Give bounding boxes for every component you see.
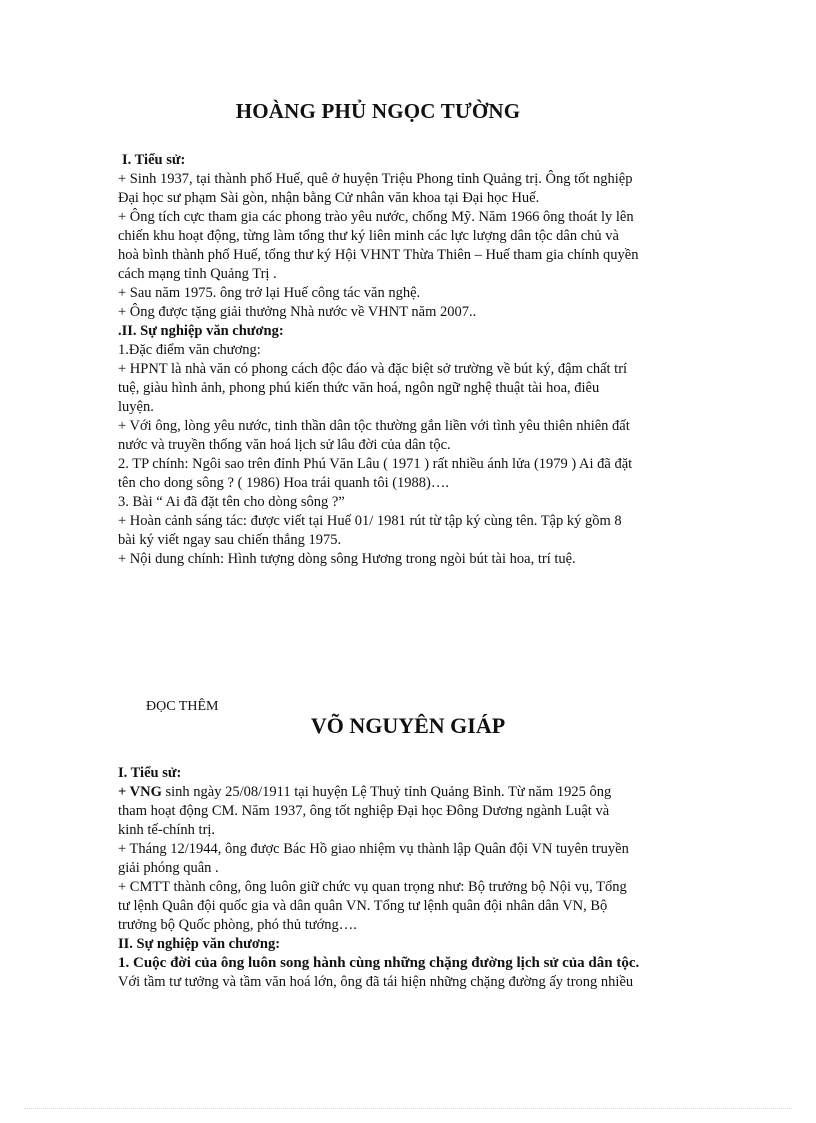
text-line: Với tầm tư tưởng và tầm văn hoá lớn, ông đã tái hiện những chặng đường ấy trong nhiều <box>118 974 634 990</box>
bold-text-line: 1. Cuộc đời của ông luôn song hành cùng những chặng đường lịch sử của dân tộc. <box>118 955 640 971</box>
text-line: Đại học sư phạm Sài gòn, nhận bằng Cử nhân văn khoa tại Đại học Huế. <box>118 190 540 206</box>
heading-su-nghiep: .II. Sự nghiệp văn chương: <box>118 323 284 339</box>
text-line: 2. TP chính: Ngôi sao trên đỉnh Phú Văn Lâu ( 1971 ) rất nhiều ánh lửa (1979 ) Ai đã đặt <box>118 456 633 472</box>
text-line: trưởng bộ Quốc phòng, phó thủ tướng…. <box>118 917 357 933</box>
text-line: + Tháng 12/1944, ông được Bác Hồ giao nhiệm vụ thành lập Quân đội VN tuyên truyền <box>118 841 629 857</box>
text-line: tên cho dong sông ? ( 1986) Hoa trái quanh tôi (1988)…. <box>118 475 450 491</box>
section-hoang-phu-ngoc-tuong <box>118 151 698 569</box>
text-line: + Ông tích cực tham gia các phong trào yêu nước, chống Mỹ. Năm 1966 ông thoát ly lên <box>118 209 634 225</box>
text-line: + Nội dung chính: Hình tượng dòng sông Hương trong ngòi bút tài hoa, trí tuệ. <box>118 551 576 567</box>
text-line: tuệ, giàu hình ảnh, phong phú kiến thức văn hoá, ngôn ngữ nghệ thuật tài hoa, điêu <box>118 380 600 396</box>
text-line: bài ký viết ngay sau chiến thắng 1975. <box>118 532 342 548</box>
text-line: + Sau năm 1975. ông trở lại Huế công tác văn nghệ. <box>118 285 421 301</box>
text-line: + Ông được tặng giải thưởng Nhà nước về VHNT năm 2007.. <box>118 304 477 320</box>
text-line: luyện. <box>118 399 154 415</box>
text-line: tham hoạt động CM. Năm 1937, ông tốt nghiệp Đại học Đông Dương ngành Luật và <box>118 803 610 819</box>
text-line <box>118 783 698 802</box>
heading-tieu-su: I. Tiểu sử: <box>118 765 182 781</box>
text-line: + Với ông, lòng yêu nước, tinh thần dân tộc thường gắn liền với tình yêu thiên nhiên đất <box>118 418 630 434</box>
title-vo-nguyen-giap: VÕ NGUYÊN GIÁP <box>310 713 506 738</box>
text-line: cách mạng tỉnh Quảng Trị . <box>118 266 277 282</box>
text-line: + Hoàn cảnh sáng tác: được viết tại Huế 01/ 1981 rút từ tập ký cùng tên. Tập ký gồm 8 <box>118 513 622 529</box>
text-line: + CMTT thành công, ông luôn giữ chức vụ quan trọng như: Bộ trưởng bộ Nội vụ, Tổng <box>118 879 627 895</box>
title-hoang-phu-ngoc-tuong: HOÀNG PHỦ NGỌC TƯỜNG <box>235 99 521 123</box>
text-line: 1.Đặc điểm văn chương: <box>118 342 261 358</box>
heading-tieu-su: I. Tiểu sử: <box>122 152 186 168</box>
text-line: 3. Bài “ Ai đã đặt tên cho dòng sông ?” <box>118 494 345 510</box>
text-line: giải phóng quân . <box>118 860 219 876</box>
page-bottom-divider <box>24 1108 792 1109</box>
text-line: hoà bình thành phố Huế, tổng thư ký Hội VHNT Thừa Thiên – Huế tham gia chính quyền <box>118 247 639 263</box>
label-doc-them: ĐỌC THÊM <box>146 699 219 714</box>
text-line: nước và truyền thống văn hoá lịch sử lâu đời của dân tộc. <box>118 437 451 453</box>
text-line: chiến khu hoạt động, từng làm tổng thư ký liên minh các lực lượng dân tộc dân chủ và <box>118 228 619 244</box>
text-fragment: sinh ngày 25/08/1911 tại huyện Lệ Thuỷ tỉnh Quảng Bình. Từ năm 1925 ông <box>161 784 612 800</box>
text-line: tư lệnh Quân đội quốc gia và dân quân VN. Tổng tư lệnh quân đội nhân dân VN, Bộ <box>118 898 608 914</box>
heading-su-nghiep: II. Sự nghiệp văn chương: <box>118 936 281 952</box>
text-line: + Sinh 1937, tại thành phố Huế, quê ở huyện Triệu Phong tỉnh Quảng trị. Ông tốt nghiệp <box>118 171 633 187</box>
text-line: + HPNT là nhà văn có phong cách độc đáo và đặc biệt sở trường về bút ký, đậm chất trí <box>118 361 628 377</box>
section-vo-nguyen-giap <box>118 764 698 992</box>
text-line: kinh tế-chính trị. <box>118 822 216 838</box>
bold-vng: + VNG <box>118 784 162 800</box>
